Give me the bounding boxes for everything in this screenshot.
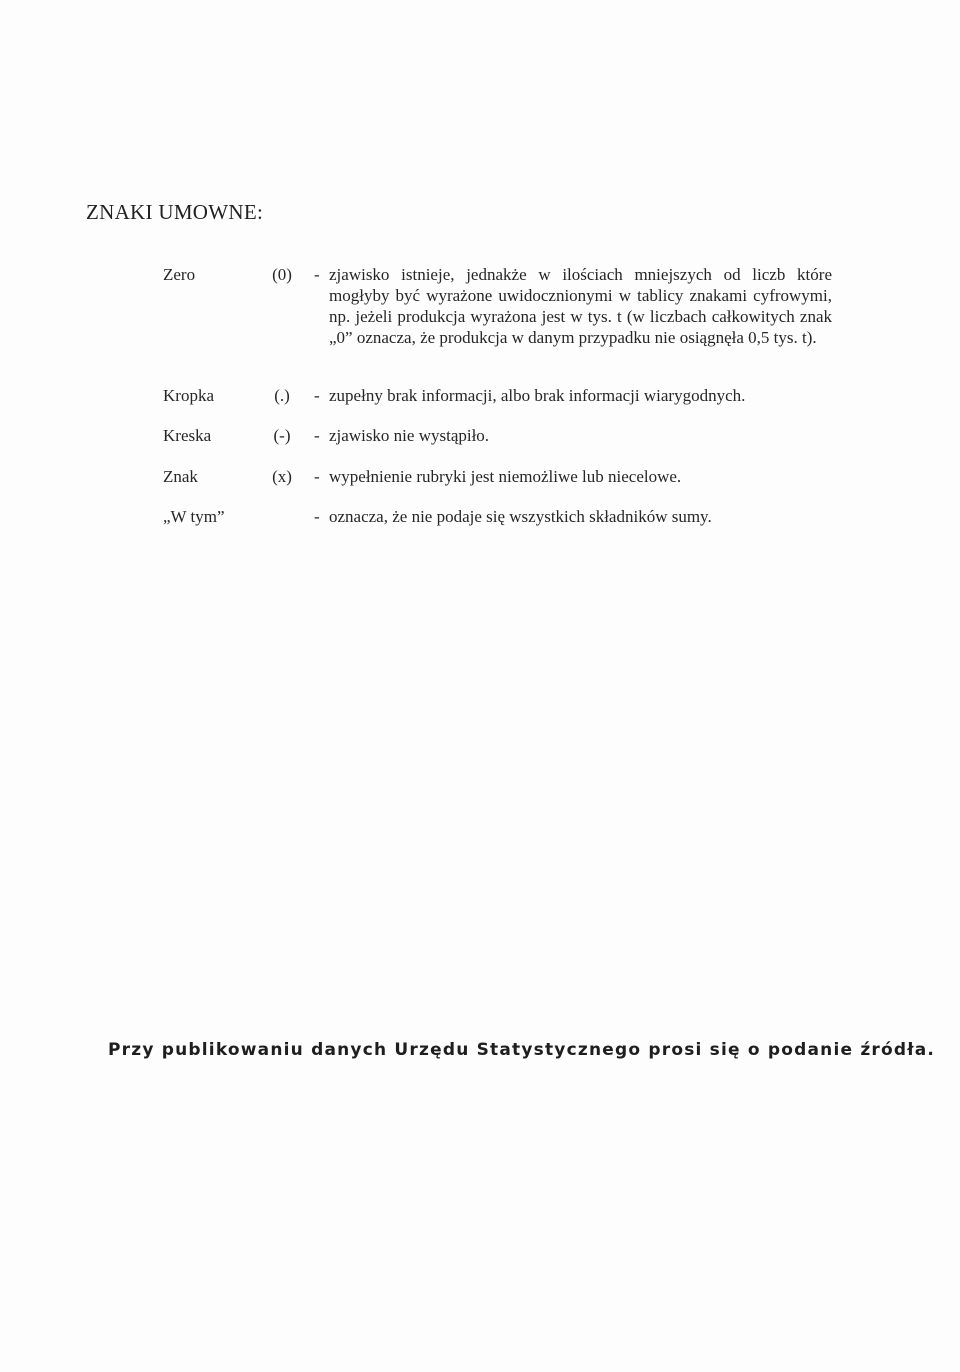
entry-description: zjawisko nie wystąpiło. <box>329 426 490 445</box>
entry-name: Zero <box>163 265 196 284</box>
entry-name: Kropka <box>163 386 214 405</box>
entry-dash: - <box>314 426 320 445</box>
entry-name: Znak <box>163 467 198 486</box>
entry-symbol: (x) <box>272 467 292 486</box>
entry-symbol: (-) <box>273 426 291 445</box>
entry-dash: - <box>314 467 320 486</box>
entry-dash: - <box>314 265 320 284</box>
entry-description: wypełnienie rubryki jest niemożliwe lub niecelowe. <box>329 467 682 486</box>
entry-dash: - <box>314 386 320 405</box>
entry-dash: - <box>314 507 320 526</box>
entry-name: „W tym” <box>163 507 225 526</box>
entry-description: oznacza, że nie podaje się wszystkich składników sumy. <box>329 507 712 526</box>
entry-name: Kreska <box>163 426 212 445</box>
entry-symbol: (.) <box>274 386 290 405</box>
entry-description: zupełny brak informacji, albo brak informacji wiarygodnych. <box>329 386 746 405</box>
entry-symbol: (0) <box>272 265 292 284</box>
source-citation-note: Przy publikowaniu danych Urzędu Statystycznego prosi się o podanie źródła. <box>108 1040 936 1060</box>
page-title: ZNAKI UMOWNE: <box>86 200 264 224</box>
entry-description: zjawisko istnieje, jednakże w ilościach mniejszych od liczb które mogłyby być wyrażone uwidocznionymi w tablicy znakami cyfrowymi, np. jeżeli produkcja wyrażona jest w tys. t (w liczbach całkowitych znak „0” oznacza, że produkcja w danym przypadku nie osiągnęła 0,5 tys. t). <box>329 265 832 347</box>
